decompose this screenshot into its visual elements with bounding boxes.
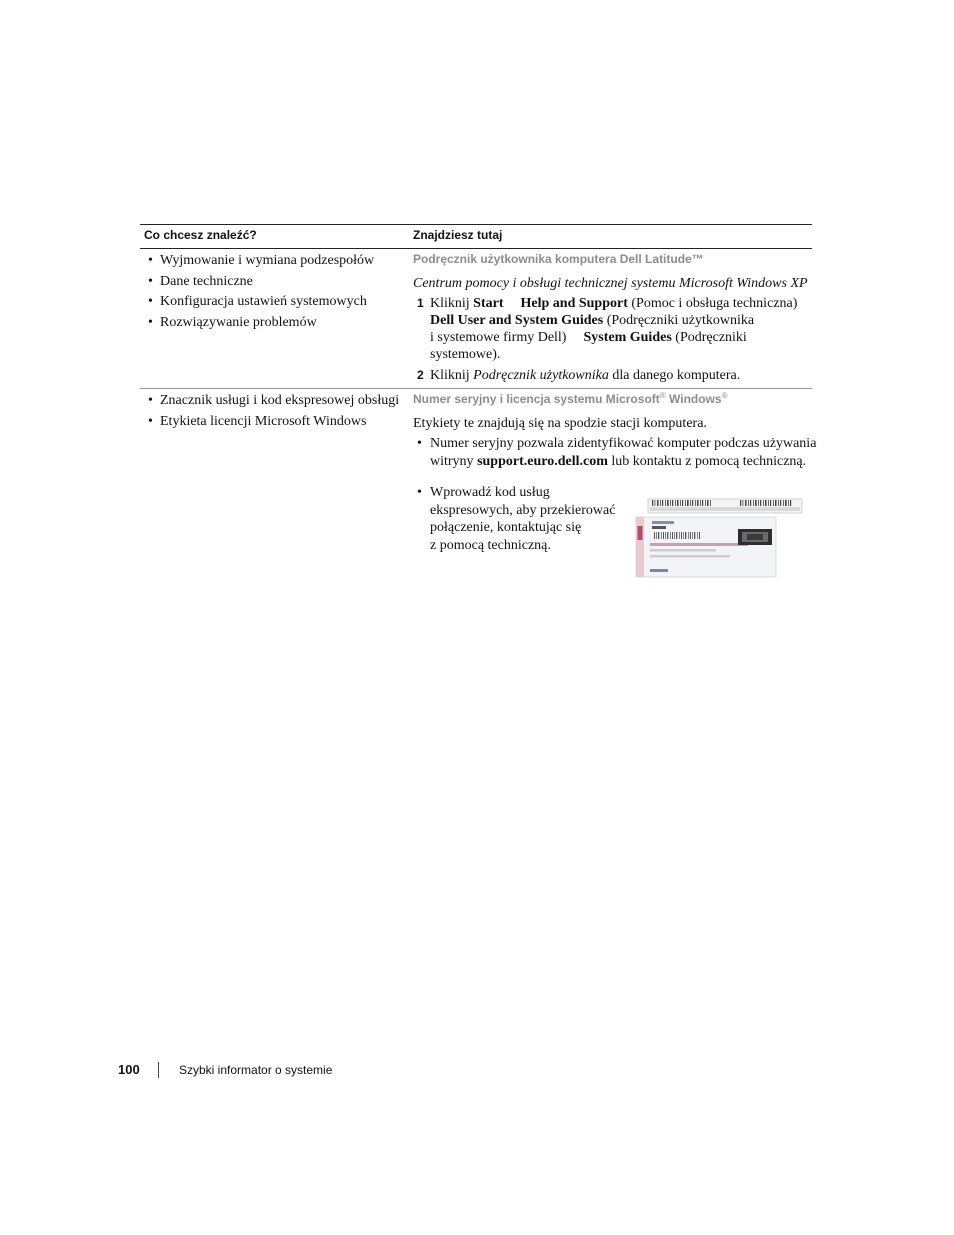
page-number: 100 bbox=[118, 1062, 140, 1077]
row1-topic-list bbox=[148, 251, 374, 333]
start-ref: Start bbox=[473, 296, 504, 311]
row1-section-title: Podręcznik użytkownika komputera Dell Latitude™ bbox=[413, 252, 704, 266]
footer-divider bbox=[158, 1062, 159, 1078]
list-item: • Rozwiązywanie problemów bbox=[148, 314, 317, 330]
header-right: Znajdziesz tutaj bbox=[413, 228, 503, 242]
service-tag-label-image bbox=[634, 496, 806, 580]
list-item: • Wyjmowanie i wymiana podzespołów bbox=[148, 253, 375, 268]
step-number: 1 bbox=[417, 296, 424, 310]
list-item: • Etykieta licencji Microsoft Windows bbox=[148, 413, 367, 429]
row1-subtitle: Centrum pomocy i obsługi technicznej systemu Microsoft Windows XP bbox=[413, 276, 808, 291]
list-item: • Konfiguracja ustawień systemowych bbox=[148, 294, 367, 309]
table-top-rule bbox=[140, 224, 812, 225]
support-link[interactable]: support.euro.dell.com bbox=[477, 453, 608, 469]
step-2: 2 Kliknij Podręcznik użytkownika dla danego komputera. bbox=[417, 368, 741, 383]
row2-topic-list bbox=[148, 391, 399, 432]
row2-section-title: Numer seryjny i licencja systemu Microsoft® Windows® bbox=[413, 391, 728, 406]
footer-title: Szybki informator o systemie bbox=[179, 1063, 333, 1077]
serial-bullet: • Numer seryjny pozwala zidentyfikować komputer podczas używania witryny support.euro.dell.com lub kontaktu z pomocą techniczną. bbox=[417, 436, 817, 469]
header-rule bbox=[140, 248, 812, 249]
step-1: 1 Kliknij Start Help and Support (Pomoc i obsługa techniczna) Dell User and System Guides (Podręczniki użytkownika i systemowe firmy Dell) System Guides (Podręczniki systemowe). bbox=[417, 296, 798, 362]
help-support-ref: Help and Support bbox=[520, 296, 628, 311]
list-item: • Znacznik usługi i kod ekspresowej obsługi bbox=[148, 393, 400, 408]
header-left: Co chcesz znaleźć? bbox=[144, 228, 257, 242]
row-divider bbox=[140, 388, 812, 389]
step-number: 2 bbox=[417, 368, 424, 382]
system-guides-ref: System Guides bbox=[583, 330, 672, 345]
row2-intro: Etykiety te znajdują się na spodzie stacji komputera. bbox=[413, 416, 707, 431]
express-code-bullet: • Wprowadź kod usług ekspresowych, aby przekierować połączenie, kontaktując się z pomocą techniczną. bbox=[417, 485, 616, 553]
list-item: • Dane techniczne bbox=[148, 273, 253, 289]
guides-ref: Dell User and System Guides bbox=[430, 313, 604, 328]
